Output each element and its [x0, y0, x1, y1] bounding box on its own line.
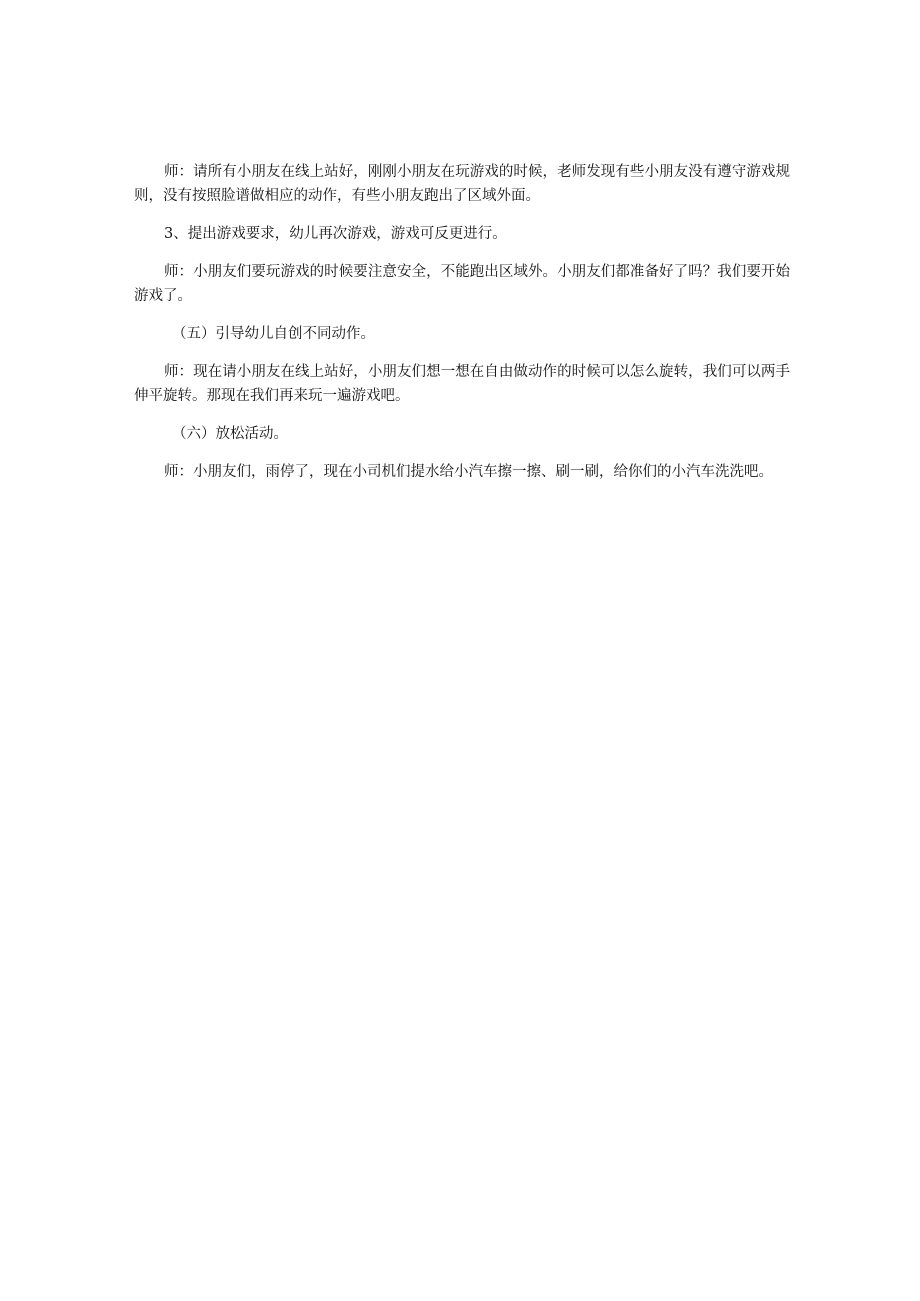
- paragraph-teacher-line-up: 师：请所有小朋友在线上站好，刚刚小朋友在玩游戏的时候，老师发现有些小朋友没有遵守游戏规则，没有按照脸谱做相应的动作，有些小朋友跑出了区域外面。: [134, 164, 790, 204]
- paragraph-teacher-relax: 师：小朋友们，雨停了，现在小司机们提水给小汽车擦一擦、刷一刷，给你们的小汽车洗洗吧。: [164, 464, 773, 480]
- document-body: [134, 160, 790, 498]
- paragraph-game-requirements: 3、提出游戏要求，幼儿再次游戏，游戏可反更进行。: [164, 226, 507, 242]
- section-heading-five: （五）引导幼儿自创不同动作。: [172, 326, 375, 342]
- paragraph-teacher-safety: 师：小朋友们要玩游戏的时候要注意安全，不能跑出区域外。小朋友们都准备好了吗？我们要开始游戏了。: [134, 264, 790, 304]
- paragraph-teacher-rotate: 师：现在请小朋友在线上站好，小朋友们想一想在自由做动作的时候可以怎么旋转，我们可以两手伸平旋转。那现在我们再来玩一遍游戏吧。: [134, 364, 790, 404]
- section-heading-six: （六）放松活动。: [172, 426, 288, 442]
